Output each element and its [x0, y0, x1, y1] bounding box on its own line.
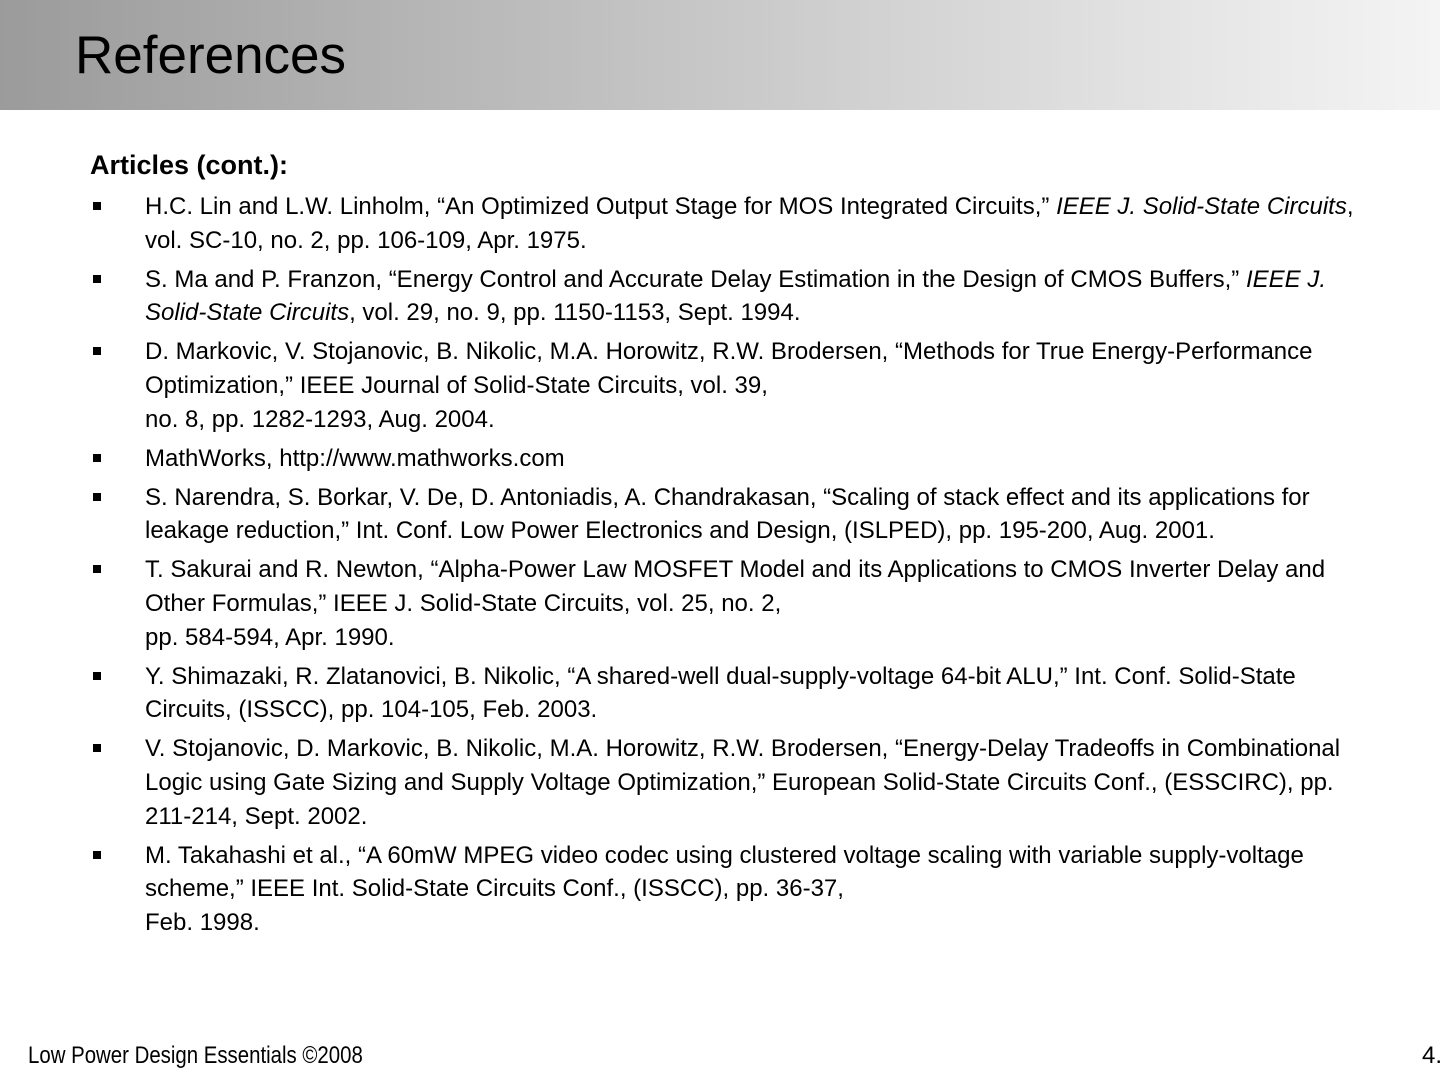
reference-item [90, 442, 1360, 476]
reference-text: Feb. 1998. [145, 908, 260, 936]
square-bullet-icon [93, 347, 101, 355]
reference-text: M. Takahashi et al., “A 60mW MPEG video codec using clustered voltage scaling with variable supply-voltage scheme,” IEEE Int. Solid-State Circuits Conf., (ISSCC), pp. 36-37, [145, 841, 1304, 903]
reference-text: , vol. SC-10, no. 2, pp. 106-109, Apr. 1975. [145, 193, 1354, 254]
reference-text: pp. 584-594, Apr. 1990. [145, 623, 395, 651]
title-bar [0, 0, 1440, 110]
reference-item [90, 839, 1360, 940]
reference-item [90, 263, 1360, 330]
reference-text: T. Sakurai and R. Newton, “Alpha-Power Law MOSFET Model and its Applications to CMOS Inverter Delay and Other Formulas,” IEEE J. Solid-State Circuits, vol. 25, no. 2, [145, 556, 1326, 618]
reference-list [90, 190, 1360, 945]
footer-course-title: Low Power Design Essentials ©2008 [28, 1042, 363, 1069]
reference-item [90, 732, 1360, 833]
square-bullet-icon [93, 672, 101, 680]
square-bullet-icon [93, 275, 101, 283]
reference-item [90, 553, 1360, 654]
reference-text: , vol. 29, no. 9, pp. 1150-1153, Sept. 1994. [349, 299, 801, 327]
reference-text: MathWorks, http://www.mathworks.com [145, 444, 565, 472]
reference-text: Y. Shimazaki, R. Zlatanovici, B. Nikolic, “A shared-well dual-supply-voltage 64-bit ALU,” Int. Conf. Solid-State Circuits, (ISSCC), pp. 104-105, Feb. 2003. [145, 662, 1296, 724]
reference-text: D. Markovic, V. Stojanovic, B. Nikolic, M.A. Horowitz, R.W. Brodersen, “Methods for True Energy-Performance Optimization,” IEEE Journal of Solid-State Circuits, vol. 39, [145, 338, 1313, 399]
page-title: References [75, 26, 347, 85]
reference-item [90, 190, 1360, 257]
square-bullet-icon [93, 454, 101, 462]
reference-journal-title: IEEE J. Solid-State Circuits [1056, 193, 1347, 220]
square-bullet-icon [93, 565, 101, 573]
square-bullet-icon [93, 744, 101, 752]
square-bullet-icon [93, 493, 101, 501]
reference-item [90, 335, 1360, 436]
reference-text: H.C. Lin and L.W. Linholm, “An Optimized Output Stage for MOS Integrated Circuits,” [145, 193, 1057, 220]
reference-text: S. Ma and P. Franzon, “Energy Control and Accurate Delay Estimation in the Design of CMOS Buffers,” [145, 265, 1246, 293]
reference-text: V. Stojanovic, D. Markovic, B. Nikolic, M.A. Horowitz, R.W. Brodersen, “Energy-Delay Tradeoffs in Combinational Logic using Gate Sizing and Supply Voltage Optimization,” European Solid-State Circuits Conf., (ESSCIRC), pp. 211-214, Sept. 2002. [145, 735, 1341, 830]
square-bullet-icon [93, 851, 101, 859]
reference-journal-title: IEEE J. Solid-State Circuits [145, 265, 1326, 327]
footer-page-number: 4. [1422, 1042, 1442, 1069]
reference-text: no. 8, pp. 1282-1293, Aug. 2004. [145, 405, 495, 433]
reference-item [90, 660, 1360, 727]
reference-item [90, 481, 1360, 548]
section-heading: Articles (cont.): [90, 150, 289, 180]
square-bullet-icon [93, 202, 101, 210]
reference-text: S. Narendra, S. Borkar, V. De, D. Antoniadis, A. Chandrakasan, “Scaling of stack effect and its applications for leakage reduction,” Int. Conf. Low Power Electronics and Design, (ISLPED), pp. 195-200, Aug. 2001. [145, 483, 1310, 545]
